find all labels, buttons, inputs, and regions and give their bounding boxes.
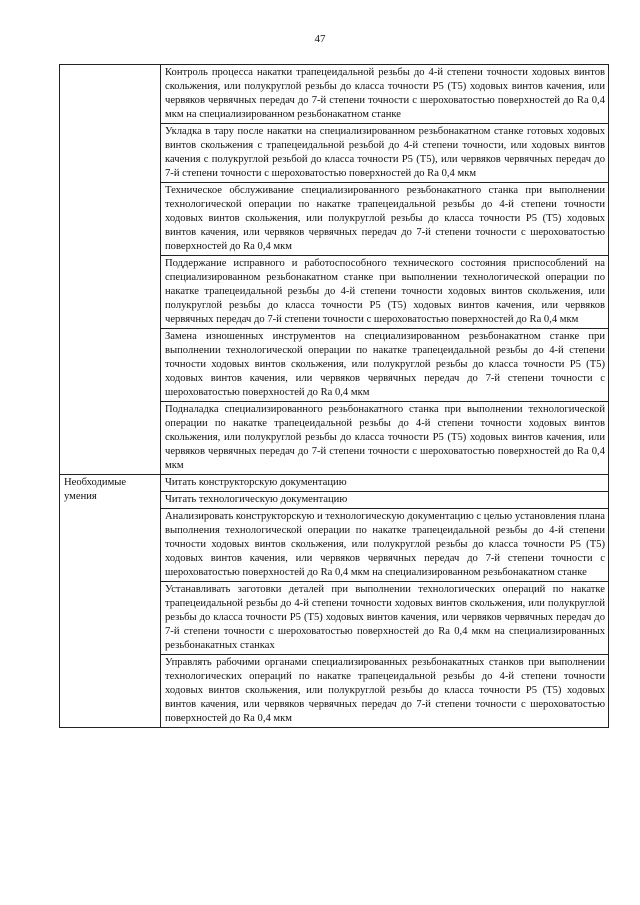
skills-label-cell: Необходимые умения: [60, 475, 161, 728]
labor-actions-label-cell: [60, 65, 161, 475]
labor-action-cell: Поддержание исправного и работоспособного технического состояния приспособлений на специализированном резьбонакатном станке при выполнении технологической операции по накатке трапецеидальной резьбы до 4-й степени точности ходовых винтов скольжения, или полукруглой резьбы до класса точности P5 (T5) ходовых винтов качения, или червяков червячных передач до 7-й степени точности с шероховатостью поверхностей до Ra 0,4 мкм: [161, 256, 609, 329]
labor-action-cell: Контроль процесса накатки трапецеидальной резьбы до 4-й степени точности ходовых винтов скольжения, или полукруглой резьбы до класса точности P5 (T5) ходовых винтов качения, или червяков червячных передач до 7-й степени точности с шероховатостью поверхностей до Ra 0,4 мкм на специализированном резьбонакатном станке: [161, 65, 609, 124]
page-number: 47: [314, 33, 326, 45]
skill-cell: Читать технологическую документацию: [161, 492, 609, 509]
table-row: [60, 65, 609, 124]
labor-action-cell: Укладка в тару после накатки на специализированном резьбонакатном станке готовых ходовых винтов скольжения с трапецеидальной резьбой до 4-й степени точности, или ходовых винтов качения с полукруглой резьбой до класса точности P5 (T5), или червяков червячных передач до 7-й степени точности с шероховатостью поверхностей до Ra 0,4 мкм: [161, 124, 609, 183]
skill-cell: Устанавливать заготовки деталей при выполнении технологических операций по накатке трапецеидальной резьбы до 4-й степени точности ходовых винтов скольжения, или полукруглой резьбы до класса точности P5 (T5) ходовых винтов качения, или червяков червячных передач до 7-й степени точности с шероховатостью поверхностей до Ra 0,4 мкм на специализированных резьбонакатных станках: [161, 582, 609, 655]
skill-cell: Читать конструкторскую документацию: [161, 475, 609, 492]
labor-action-cell: Замена изношенных инструментов на специализированном резьбонакатном станке при выполнении технологической операции по накатке трапецеидальной резьбы до 4-й степени точности ходовых винтов скольжения, или полукруглой резьбы до класса точности P5 (T5) ходовых винтов качения, или червяков червячных передач до 7-й степени точности с шероховатостью поверхностей до Ra 0,4 мкм: [161, 329, 609, 402]
labor-action-cell: Техническое обслуживание специализированного резьбонакатного станка при выполнении технологической операции по накатке трапецеидальной резьбы до 4-й степени точности ходовых винтов скольжения, или полукруглой резьбы до класса точности P5 (T5) ходовых винтов качения, или червяков червячных передач до 7-й степени точности с шероховатостью поверхностей до Ra 0,4 мкм: [161, 183, 609, 256]
requirements-table: [59, 64, 609, 728]
skill-cell: Анализировать конструкторскую и технологическую документацию с целью установления плана выполнения технологической операции по накатке трапецеидальной резьбы до 4-й степени точности ходовых винтов скольжения, или полукруглой резьбы до класса точности P5 (T5) ходовых винтов качения, или червяков червячных передач до 7-й степени точности с шероховатостью поверхностей до Ra 0,4 мкм на специализированном резьбонакатном станке: [161, 509, 609, 582]
labor-action-cell: Подналадка специализированного резьбонакатного станка при выполнении технологической операции по накатке трапецеидальной резьбы до 4-й степени точности ходовых винтов скольжения, или полукруглой резьбы до класса точности P5 (T5) ходовых винтов качения, или червяков червячных передач до 7-й степени точности с шероховатостью поверхностей до Ra 0,4 мкм: [161, 402, 609, 475]
table-row: [60, 475, 609, 492]
skill-cell: Управлять рабочими органами специализированных резьбонакатных станков при выполнении технологических операций по накатке трапецеидальной резьбы до 4-й степени точности ходовых винтов скольжения, или полукруглой резьбы до класса точности P5 (T5) ходовых винтов качения, или червяков червячных передач до 7-й степени точности с шероховатостью поверхностей до Ra 0,4 мкм: [161, 655, 609, 728]
